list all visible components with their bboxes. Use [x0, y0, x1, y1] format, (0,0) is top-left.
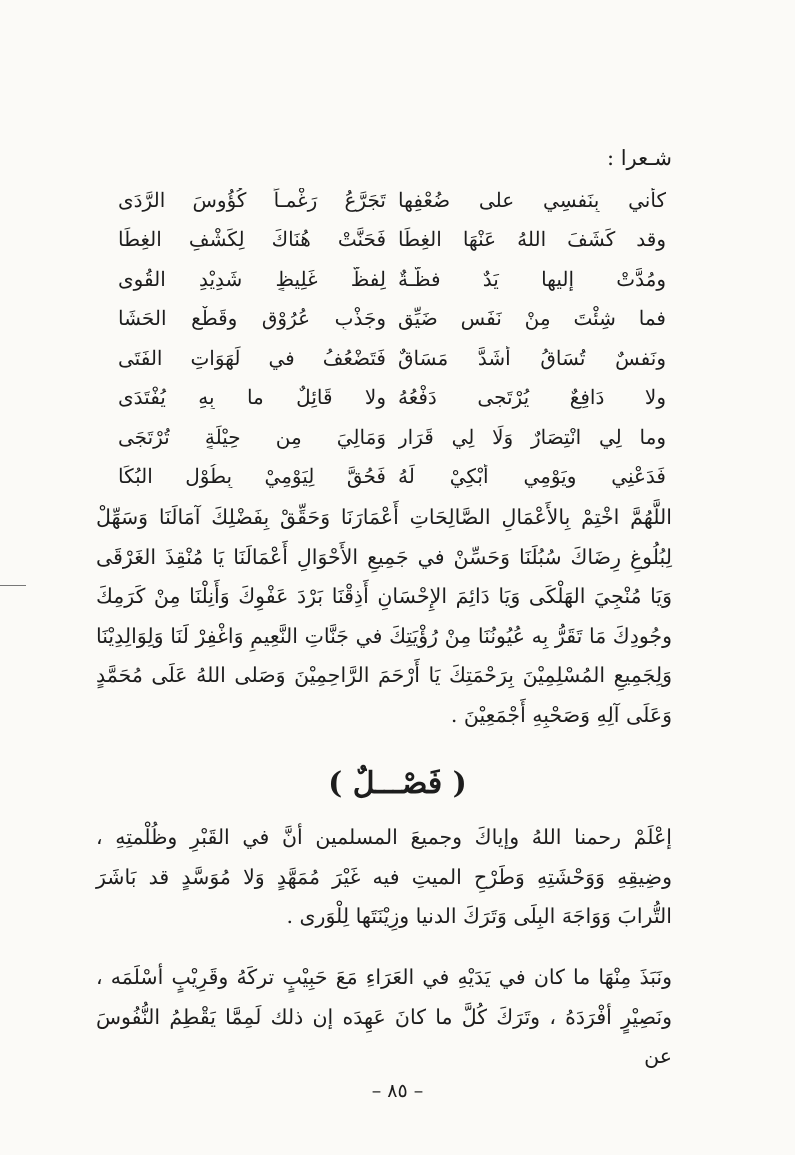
verse-second-hemistich: فَحَنَّتْ هُنَاكَ لِكَشْفِ الغِطَا — [118, 227, 386, 252]
section-heading: ( فَصْـــلٌ ) — [328, 766, 467, 801]
verse-first-hemistich: فَدَعْنِي ويَوْمِي أبْكِيْ لَهُ — [398, 464, 666, 489]
body-paragraph: ونَبَذَ مِنْهَا ما كان في يَدَيْهِ في العَرَاءِ مَعَ حَبِيْبٍ تركَهُ وقَرِيْبٍ أسْلَمَه ، ونَصِيْرٍ أفْرَدَهُ ، وتَرَكَ كُلَّ ما كانَ عَهِدَه إن ذلك لَمِمَّا يَقْطِمُ النُّفُوسَ عن — [96, 965, 672, 1068]
verse-first-hemistich: ومُدَّتْ إليها يَدٌ فظَّـةٌ — [398, 266, 666, 291]
verse — [118, 299, 666, 339]
verse-second-hemistich: فَتَضْعُفُ في لَهَوَاتِ الفَتَى — [118, 345, 386, 370]
verse-second-hemistich: فَحُقَّ لِيَوْمِيْ بِطُوْلِ البُكَا — [118, 464, 386, 489]
verse-second-hemistich: لِفظٌّ غَلِيظٍ شَدِيْدِ القُوى — [118, 266, 386, 291]
verse — [118, 378, 666, 418]
poem — [118, 180, 666, 496]
verse-first-hemistich: فما شِئْتَ مِنْ نَفَسٍ ضَيِّقٍ — [398, 306, 666, 331]
verse-second-hemistich: ولا قَائِلٌ ما بِهِ يُفْتَدَى — [118, 385, 386, 410]
verse — [118, 180, 666, 220]
verse-first-hemistich: كأني بِنَفسِي على ضُعْفِها — [398, 187, 666, 212]
poem-label: شـعرا : — [606, 146, 672, 170]
verse-second-hemistich: تَجَرَّعُ رَغْمـاً كُؤُوسَ الرَّدَى — [118, 187, 386, 212]
verse — [118, 338, 666, 378]
verse — [118, 259, 666, 299]
page-number: – ٨٥ – — [371, 1080, 424, 1102]
verse — [118, 417, 666, 457]
verse-first-hemistich: ونَفسٌ تُسَاقُ أشَدَّ مَسَاقٌ — [398, 345, 666, 370]
verse-second-hemistich: وَمَالِيَ مِن حِيْلَةٍ تُرْتَجَى — [118, 424, 386, 449]
verse-first-hemistich: وقد كَشَفَ اللهُ عَنْهَا الغِطَا — [398, 227, 666, 252]
verse-second-hemistich: وجَذْبِ عُرُوْقٍ وقَطْعِ الحَشَا — [118, 306, 386, 331]
body-paragraph: إعْلَمْ رحمنا اللهُ وإياكَ وجميعَ المسلمين أنَّ في القَبْرِ وظُلْمتِهِ ، وضِيقِهِ وَوَحْشَتِهِ وَطَرْحِ الميتِ فيه غَيْرَ مُمَهَّدٍ وَلا مُوَسَّدٍ قد بَاشَرَ التُّرابَ وَوَاجَهَ البِلَى وَتَرَكَ الدنيا وزِيْنَتَها لِلْوَرى . — [96, 825, 672, 928]
verse-first-hemistich: وما لِي انْتِصَارٌ وَلَا لِي قَرَار — [398, 424, 666, 449]
verse-first-hemistich: ولا دَافِعٌ يُرْتَجى دَفْعُهُ — [398, 385, 666, 410]
margin-line — [0, 585, 26, 586]
verse — [118, 457, 666, 497]
verse — [118, 220, 666, 260]
prayer-paragraph: اللَّهُمَّ اخْتِمْ بِالأَعْمَالِ الصَّالِحَاتِ أَعْمَارَنَا وَحَقِّقْ بِفَضْلِكَ آمَالَنَا وَسَهِّلْ لِبُلُوغِ رِضَاكَ سُبُلَنَا وَحَسِّنْ في جَمِيعِ الأَحْوَالِ أَعْمَالَنَا يَا مُنْقِذَ الغَرْقَى وَيَا مُنْجِيَ الهَلْكَى وَيَا دَائِمَ الإِحْسَانِ أَذِقْنَا بَرْدَ عَفْوِكَ وَأَنِلْنَا مِنْ كَرَمِكَ وجُودِكَ مَا تَقَرُّ بِه عُيُونُنَا مِنْ رُؤْيَتِكَ في جَنَّاتِ النَّعِيمِ وَاغْفِرْ لَنَا وَلِوَالِدِيْنَا وَلِجَمِيعِ المُسْلِمِيْنَ بِرَحْمَتِكَ يَا أَرْحَمَ الرَّاحِمِيْنَ وَصَلى اللهُ عَلَى مُحَمَّدٍ وَعَلَى آلِهِ وَصَحْبِهِ أَجْمَعِيْنَ . — [96, 505, 672, 727]
